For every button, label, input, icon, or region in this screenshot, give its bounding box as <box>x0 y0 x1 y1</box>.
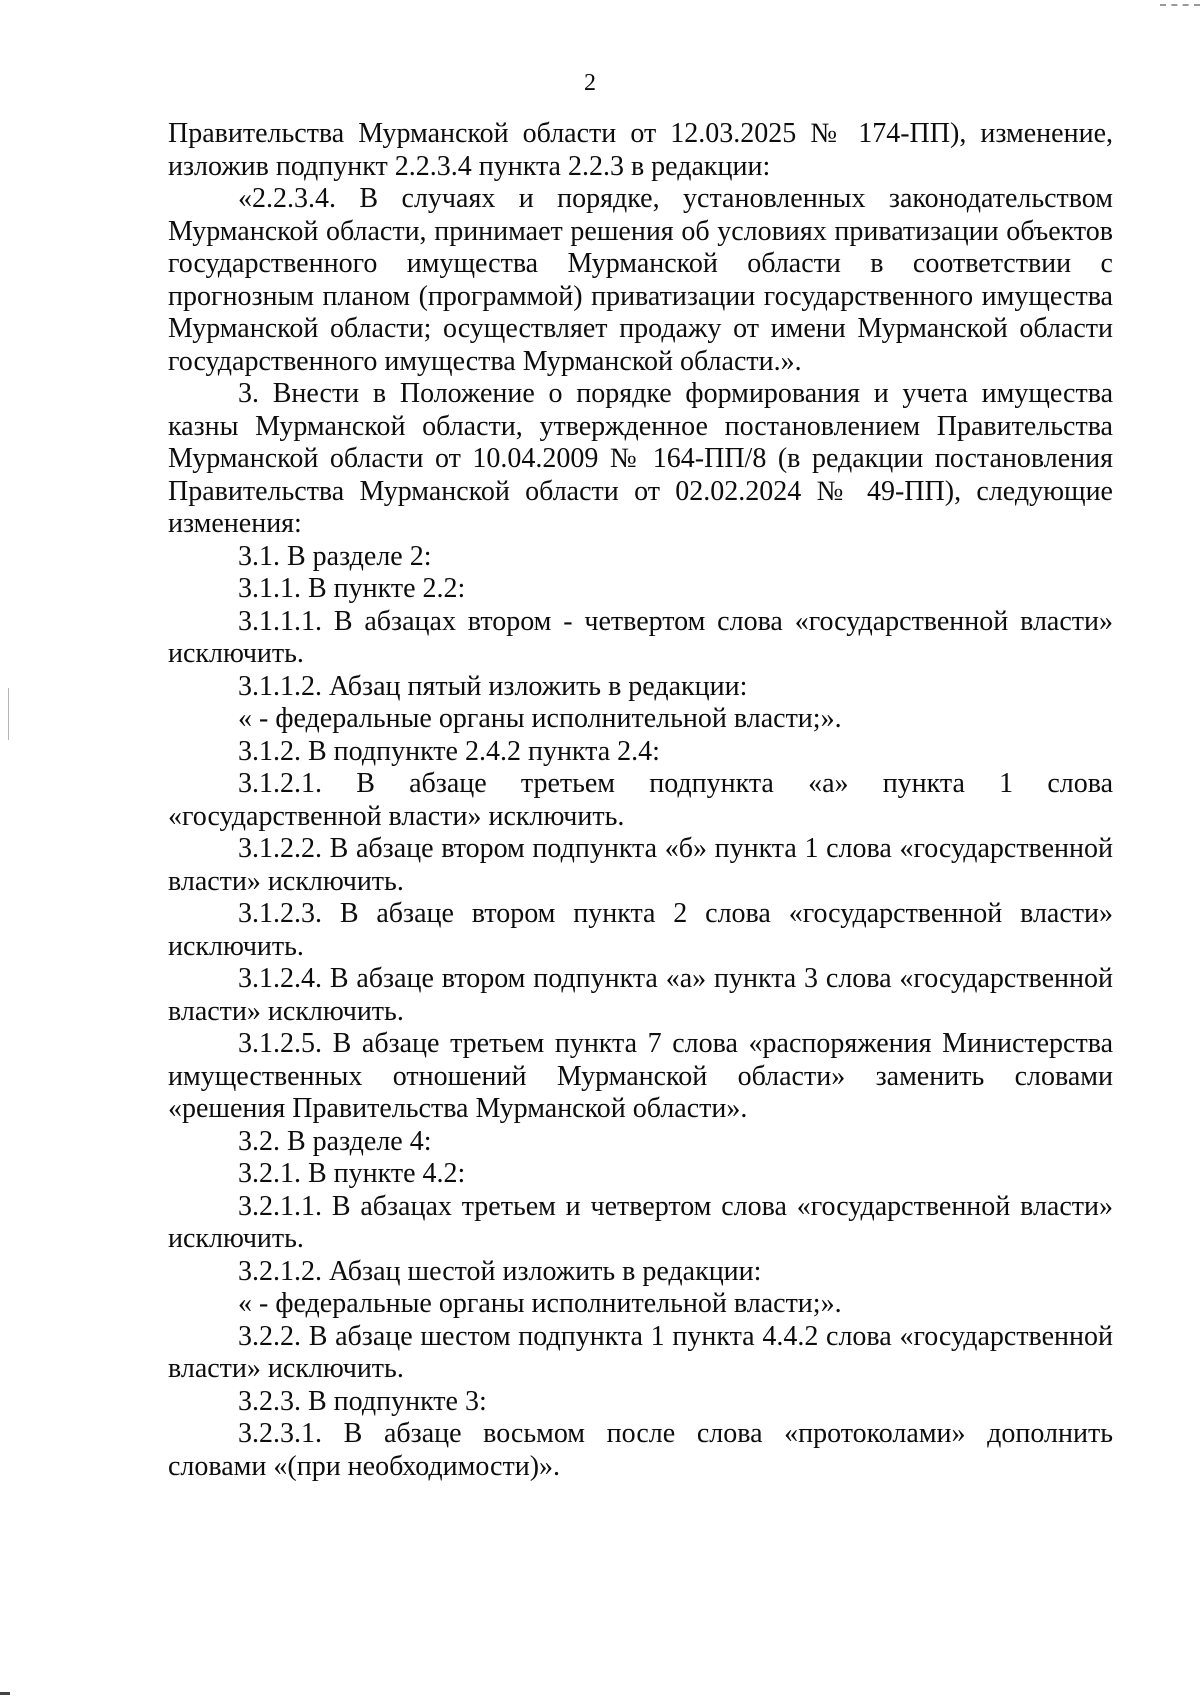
paragraph-3-1-1: 3.1.1. В пункте 2.2: <box>238 573 466 604</box>
paragraph-3-1-2-4: 3.1.2.4. В абзаце втором подпункта «а» пункта 3 слова «государственной власти» исключить. <box>168 963 1113 1027</box>
paragraph-quote-federal-organs-1: « - федеральные органы исполнительной власти;». <box>238 703 842 734</box>
paragraph-3-1-2: 3.1.2. В подпункте 2.4.2 пункта 2.4: <box>238 735 660 767</box>
paragraph-3-2-1: 3.2.1. В пункте 4.2: <box>238 1158 466 1189</box>
paragraph-3-2: 3.2. В разделе 4: <box>238 1125 432 1157</box>
scan-artifact-top <box>1160 4 1200 9</box>
page-number: 2 <box>584 70 596 96</box>
paragraph-3-1: 3.1. В разделе 2: <box>238 540 432 572</box>
paragraph-3-2-3-1: 3.2.3.1. В абзаце восьмом после слова «протоколами» дополнить словами «(при необходимости)». <box>168 1418 1113 1482</box>
scan-artifact-bottom <box>0 1692 10 1695</box>
paragraph-3-2-1-1: 3.2.1.1. В абзацах третьем и четвертом слова «государственной власти» исключить. <box>168 1190 1113 1254</box>
document-body <box>168 118 1113 1483</box>
paragraph-3-2-3: 3.2.3. В подпункте 3: <box>238 1385 487 1417</box>
paragraph-3-2-1-2: 3.2.1.2. Абзац шестой изложить в редакции: <box>238 1255 762 1287</box>
paragraph-3-1-2-1: 3.1.2.1. В абзаце третьем подпункта «а» пункта 1 слова «государственной власти» исключить. <box>168 768 1113 832</box>
paragraph-3-1-2-2: 3.1.2.2. В абзаце втором подпункта «б» пункта 1 слова «государственной власти» исключить. <box>168 833 1113 897</box>
paragraph-quote-federal-organs-2: « - федеральные органы исполнительной власти;». <box>238 1288 842 1319</box>
paragraph-3-1-1-1: 3.1.1.1. В абзацах втором - четвертом слова «государственной власти» исключить. <box>168 605 1113 669</box>
scan-artifact-left <box>8 688 9 740</box>
paragraph-3-1-1-2: 3.1.1.2. Абзац пятый изложить в редакции: <box>238 670 748 702</box>
paragraph-3-2-2: 3.2.2. В абзаце шестом подпункта 1 пункта 4.4.2 слова «государственной власти» исключить. <box>168 1320 1113 1384</box>
paragraph-2-2-3-4-text: «2.2.3.4. В случаях и порядке, установленных законодательством Мурманской области, принимает решения об условиях приватизации объектов государственного имущества Мурманской области в соответствии с прогнозным планом (программой) приватизации государственного имущества Мурманской области; осуществляет продажу от имени Мурманской области государственного имущества Мурманской области.». <box>168 183 1113 377</box>
paragraph-3: 3. Внести в Положение о порядке формирования и учета имущества казны Мурманской области, утвержденное постановлением Правительства Мурманской области от 10.04.2009 № 164-ПП/8 (в редакции постановления Правительства Мурманской области от 02.02.2024 № 49-ПП), следующие изменения: <box>168 378 1113 539</box>
paragraph-continuation: Правительства Мурманской области от 12.03.2025 № 174-ПП), изменение, изложив подпункт 2.2.3.4 пункта 2.2.3 в редакции: <box>168 118 1113 182</box>
paragraph-3-1-2-3: 3.1.2.3. В абзаце втором пункта 2 слова «государственной власти» исключить. <box>168 898 1113 962</box>
paragraph-3-1-2-5: 3.1.2.5. В абзаце третьем пункта 7 слова «распоряжения Министерства имущественных отношений Мурманской области» заменить словами «решения Правительства Мурманской области». <box>168 1028 1113 1124</box>
